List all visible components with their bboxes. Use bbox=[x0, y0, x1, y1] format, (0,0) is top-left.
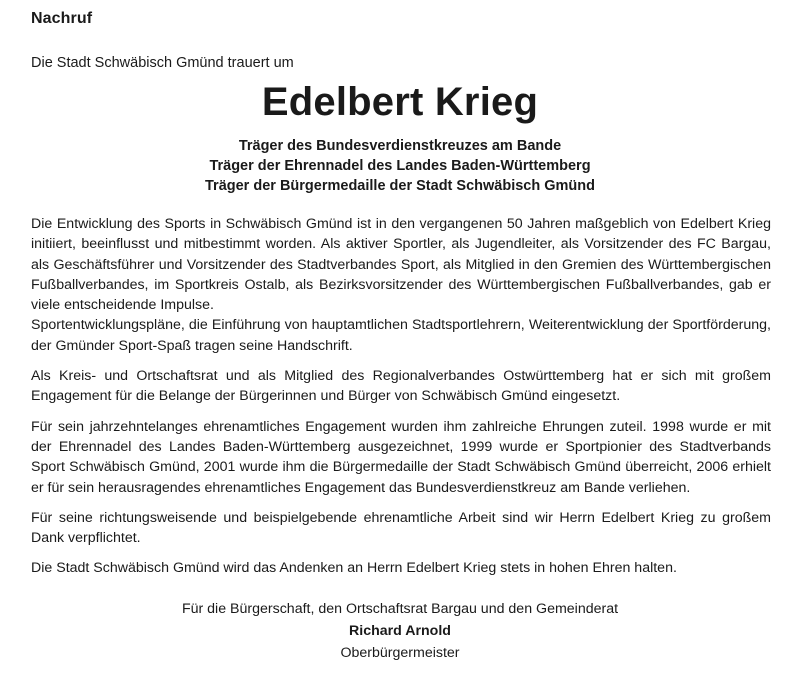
deceased-name: Edelbert Krieg bbox=[261, 80, 539, 124]
on-behalf-line: Für die Bürgerschaft, den Ortschaftsrat Bargau und den Gemeinderat bbox=[181, 601, 619, 617]
body-paragraph: Für seine richtungsweisende und beispielgebende ehrenamtliche Arbeit sind wir Herrn Edelbert Krieg zu großem Dank verpflichtet. bbox=[31, 509, 771, 547]
signer-title: Oberbürgermeister bbox=[340, 645, 460, 661]
honors-list bbox=[0, 136, 800, 196]
honor-item: Träger der Ehrennadel des Landes Baden-Württemberg bbox=[209, 158, 591, 174]
body-paragraph: Die Entwicklung des Sports in Schwäbisch Gmünd ist in den vergangenen 50 Jahren maßgeblich von Edelbert Krieg initiiert, beeinflusst und mitbestimmt worden. Als aktiver Sportler, als Jugendleiter, als Vorsitzender des FC Bargau, als Geschäftsführer und Vorsitzender des Stadtverbandes Sport, als Mitglied in den Gremien des Württembergischen Fußballverbandes, im Sportkreis Ostalb, als Bezirksvorsitzender des Württembergischen Fußballverbandes, gab er viele entscheidende Impulse. bbox=[31, 216, 771, 314]
body-paragraph: Sportentwicklungspläne, die Einführung von hauptamtlichen Stadtsportlehrern, Weiterentwicklung der Sportförderung, der Gmünder Sport-Spaß tragen seine Handschrift. bbox=[31, 317, 771, 354]
intro-line: Die Stadt Schwäbisch Gmünd trauert um bbox=[31, 55, 294, 71]
obituary-body bbox=[31, 214, 771, 589]
signer-name: Richard Arnold bbox=[349, 623, 451, 639]
body-paragraph: Als Kreis- und Ortschaftsrat und als Mitglied des Regionalverbandes Ostwürttemberg hat er sich mit großem Engagement für die Belange der Bürgerinnen und Bürger von Schwäbisch Gmünd eingesetzt. bbox=[31, 368, 771, 405]
body-paragraph: Die Stadt Schwäbisch Gmünd wird das Andenken an Herrn Edelbert Krieg stets in hohen Ehren halten. bbox=[31, 560, 677, 577]
signature-block bbox=[0, 598, 800, 664]
body-paragraph: Für sein jahrzehntelanges ehrenamtliches Engagement wurden ihm zahlreiche Ehrungen zuteil. 1998 wurde er mit der Ehrennadel des Landes Baden-Württemberg ausgezeichnet, 1999 wurde er Sportpionier des Stadtverbands Sport Schwäbisch Gmünd, 2001 wurde ihm die Bürgermedaille der Stadt Schwäbisch Gmünd überreicht, 2006 erhielt er für sein herausragendes ehrenamtliches Engagement das Bundesverdienstkreuz am Bande verliehen. bbox=[31, 418, 771, 496]
notice-type-label: Nachruf bbox=[31, 10, 93, 27]
honor-item: Träger der Bürgermedaille der Stadt Schwäbisch Gmünd bbox=[205, 178, 595, 194]
honor-item: Träger des Bundesverdienstkreuzes am Bande bbox=[238, 138, 562, 154]
